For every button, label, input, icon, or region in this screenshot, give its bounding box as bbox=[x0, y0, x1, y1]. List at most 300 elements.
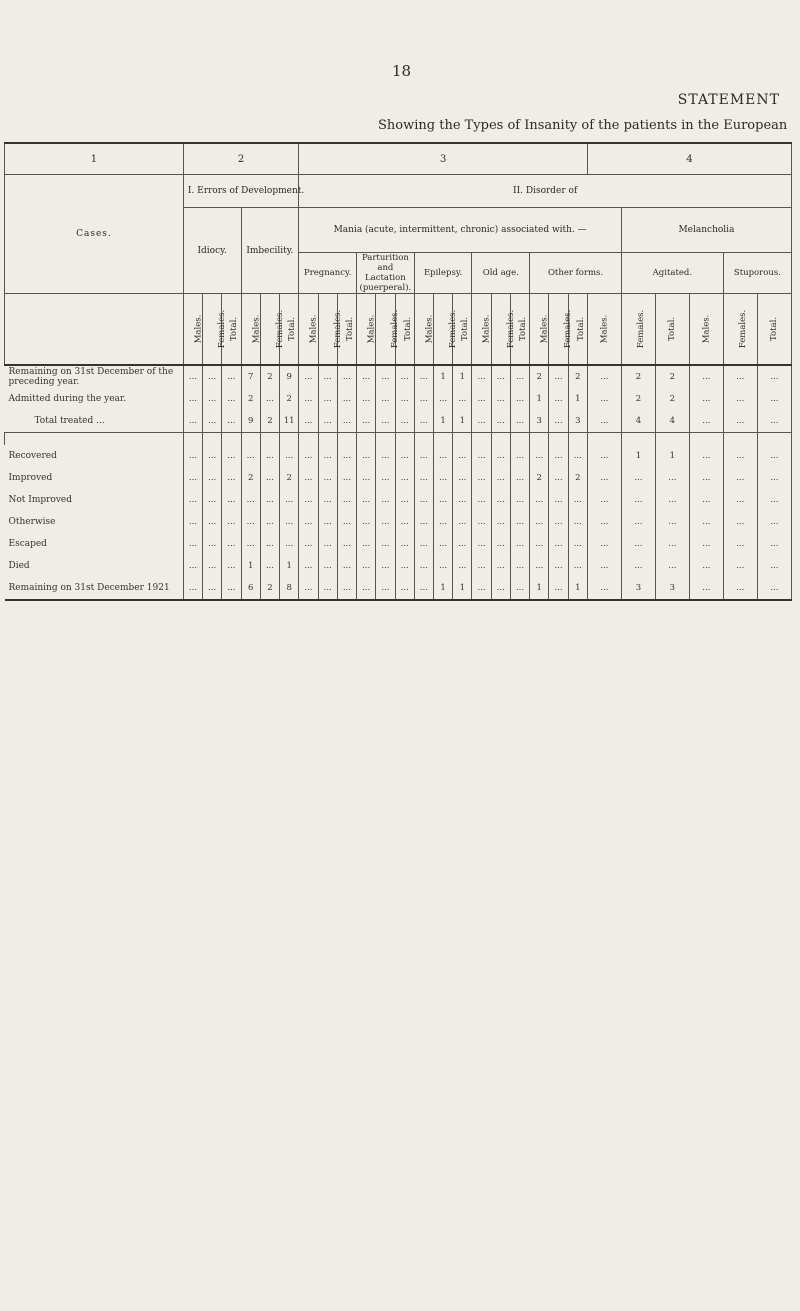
table-cell: 3 bbox=[530, 410, 549, 433]
table-cell: ... bbox=[689, 533, 723, 555]
table-cell: ... bbox=[376, 533, 395, 555]
table-cell: ... bbox=[203, 410, 222, 433]
table-cell: ... bbox=[357, 388, 376, 410]
table-cell: ... bbox=[414, 445, 433, 467]
table-cell: ... bbox=[568, 533, 587, 555]
table-cell: ... bbox=[472, 410, 491, 433]
table-cell: ... bbox=[299, 445, 318, 467]
table-cell: ... bbox=[376, 445, 395, 467]
table-cell: ... bbox=[414, 533, 433, 555]
column-number-4: 4 bbox=[587, 143, 791, 175]
table-cell: ... bbox=[395, 577, 414, 600]
males-header: Males. bbox=[689, 294, 723, 366]
table-cell: ... bbox=[723, 511, 757, 533]
table-cell: ... bbox=[203, 577, 222, 600]
table-cell: ... bbox=[280, 445, 299, 467]
table-cell: ... bbox=[376, 410, 395, 433]
table-cell: ... bbox=[299, 365, 318, 388]
melancholia-header: Melancholia bbox=[621, 208, 791, 253]
table-cell: ... bbox=[337, 555, 356, 577]
table-cell: ... bbox=[491, 445, 510, 467]
table-cell: ... bbox=[453, 533, 472, 555]
table-cell: 4 bbox=[655, 410, 689, 433]
table-cell: ... bbox=[723, 555, 757, 577]
table-cell: ... bbox=[222, 365, 241, 388]
table-cell: ... bbox=[491, 489, 510, 511]
males-header: Males. bbox=[472, 294, 491, 366]
females-header: Females. bbox=[549, 294, 568, 366]
table-cell: ... bbox=[318, 445, 337, 467]
table-cell: ... bbox=[472, 467, 491, 489]
table-cell: ... bbox=[203, 511, 222, 533]
disorder-header: II. Disorder of bbox=[299, 175, 792, 208]
table-cell: ... bbox=[357, 410, 376, 433]
table-cell: ... bbox=[757, 511, 791, 533]
table-cell: ... bbox=[689, 445, 723, 467]
recovered-row bbox=[5, 445, 792, 467]
spacer-row bbox=[5, 433, 792, 446]
table-cell: 7 bbox=[241, 365, 260, 388]
other-forms-header: Other forms. bbox=[530, 253, 622, 294]
table-cell: ... bbox=[757, 489, 791, 511]
table-cell: ... bbox=[587, 511, 621, 533]
row-label: Remaining on 31st December 1921 bbox=[5, 577, 184, 600]
table-cell: ... bbox=[318, 410, 337, 433]
table-cell: 1 bbox=[568, 577, 587, 600]
males-header: Males. bbox=[414, 294, 433, 366]
table-cell: ... bbox=[587, 365, 621, 388]
table-cell: ... bbox=[299, 388, 318, 410]
table-cell: ... bbox=[260, 489, 279, 511]
page-number: 18 bbox=[392, 62, 412, 80]
table-cell: ... bbox=[689, 577, 723, 600]
table-cell: ... bbox=[395, 555, 414, 577]
table-cell: ... bbox=[587, 467, 621, 489]
table-cell: ... bbox=[376, 555, 395, 577]
table-cell: ... bbox=[414, 410, 433, 433]
table-cell: ... bbox=[723, 388, 757, 410]
table-cell: ... bbox=[757, 577, 791, 600]
table-cell: ... bbox=[357, 467, 376, 489]
row-label: Total treated ... bbox=[5, 410, 184, 433]
table-cell: ... bbox=[376, 365, 395, 388]
total-header: Total. bbox=[280, 294, 299, 366]
table-body bbox=[5, 365, 792, 600]
table-cell: ... bbox=[587, 533, 621, 555]
table-cell: ... bbox=[203, 365, 222, 388]
females-header: Females. bbox=[203, 294, 222, 366]
table-cell: ... bbox=[203, 555, 222, 577]
table-cell: ... bbox=[757, 467, 791, 489]
table-cell: ... bbox=[655, 467, 689, 489]
table-cell: ... bbox=[433, 388, 452, 410]
table-cell: ... bbox=[453, 467, 472, 489]
table-cell: ... bbox=[568, 489, 587, 511]
table-cell: ... bbox=[655, 489, 689, 511]
total-header: Total. bbox=[757, 294, 791, 366]
males-header: Males. bbox=[587, 294, 621, 366]
page-subtitle: Showing the Types of Insanity of the patients in the European bbox=[378, 118, 788, 133]
table-cell: ... bbox=[183, 533, 202, 555]
table-cell: ... bbox=[510, 467, 529, 489]
table-cell: ... bbox=[433, 489, 452, 511]
table-cell: 2 bbox=[655, 365, 689, 388]
table-cell: ... bbox=[491, 467, 510, 489]
table-cell: ... bbox=[357, 533, 376, 555]
table-cell: 9 bbox=[280, 365, 299, 388]
table-cell: ... bbox=[472, 445, 491, 467]
table-cell: ... bbox=[689, 410, 723, 433]
total-treated-row bbox=[5, 410, 792, 433]
table-cell: ... bbox=[222, 555, 241, 577]
table-cell: ... bbox=[472, 489, 491, 511]
table-cell: ... bbox=[357, 445, 376, 467]
table-cell: ... bbox=[260, 533, 279, 555]
table-cell: ... bbox=[414, 467, 433, 489]
errors-of-development-header: I. Errors of Development. bbox=[183, 175, 298, 208]
table-cell: ... bbox=[280, 511, 299, 533]
table-cell: ... bbox=[203, 445, 222, 467]
table-cell: ... bbox=[723, 533, 757, 555]
table-cell: 4 bbox=[621, 410, 655, 433]
table-cell: ... bbox=[395, 511, 414, 533]
table-cell: ... bbox=[472, 533, 491, 555]
males-header: Males. bbox=[183, 294, 202, 366]
table-cell: ... bbox=[337, 365, 356, 388]
table-cell: ... bbox=[183, 467, 202, 489]
table-cell: ... bbox=[472, 365, 491, 388]
table-cell: 1 bbox=[433, 365, 452, 388]
stuporous-header: Stuporous. bbox=[723, 253, 791, 294]
table-cell: ... bbox=[414, 555, 433, 577]
table-cell: ... bbox=[318, 511, 337, 533]
table-cell: ... bbox=[549, 489, 568, 511]
table-cell: ... bbox=[689, 365, 723, 388]
not-improved-row bbox=[5, 489, 792, 511]
row-label: Escaped bbox=[5, 533, 184, 555]
table-cell: ... bbox=[655, 511, 689, 533]
males-header: Males. bbox=[530, 294, 549, 366]
table-cell: ... bbox=[222, 577, 241, 600]
table-cell: ... bbox=[587, 555, 621, 577]
table-cell: ... bbox=[183, 410, 202, 433]
table-cell: ... bbox=[183, 445, 202, 467]
table-cell: ... bbox=[491, 533, 510, 555]
table-cell: ... bbox=[723, 467, 757, 489]
table-cell: 2 bbox=[621, 365, 655, 388]
row-label: Recovered bbox=[5, 445, 184, 467]
table-cell: ... bbox=[621, 511, 655, 533]
table-cell: 2 bbox=[568, 365, 587, 388]
table-cell: 2 bbox=[530, 365, 549, 388]
table-cell: ... bbox=[549, 555, 568, 577]
table-cell: ... bbox=[337, 511, 356, 533]
table-cell: 2 bbox=[655, 388, 689, 410]
table-cell: ... bbox=[241, 445, 260, 467]
table-cell: ... bbox=[395, 445, 414, 467]
remaining-end-row bbox=[5, 577, 792, 600]
table-cell: ... bbox=[491, 410, 510, 433]
table-cell: ... bbox=[395, 365, 414, 388]
table-cell: ... bbox=[395, 489, 414, 511]
table-cell: ... bbox=[357, 577, 376, 600]
table-cell: 2 bbox=[241, 467, 260, 489]
pregnancy-header: Pregnancy. bbox=[299, 253, 357, 294]
table-cell: 6 bbox=[241, 577, 260, 600]
table-cell: ... bbox=[395, 467, 414, 489]
parturition-header: Parturition and Lactation (puerperal). bbox=[357, 253, 415, 294]
table-cell: ... bbox=[414, 365, 433, 388]
table-cell: ... bbox=[549, 445, 568, 467]
table-cell: ... bbox=[530, 555, 549, 577]
table-cell: 9 bbox=[241, 410, 260, 433]
table-cell: ... bbox=[414, 577, 433, 600]
table-cell: 1 bbox=[453, 577, 472, 600]
table-cell: ... bbox=[376, 577, 395, 600]
table-cell: ... bbox=[757, 445, 791, 467]
table-cell: ... bbox=[453, 511, 472, 533]
row-label: Otherwise bbox=[5, 511, 184, 533]
table-cell: 2 bbox=[260, 577, 279, 600]
row-label: Remaining on 31st December of the preceding year. bbox=[5, 365, 184, 388]
table-cell: ... bbox=[530, 489, 549, 511]
males-header: Males. bbox=[299, 294, 318, 366]
table-cell: ... bbox=[472, 555, 491, 577]
table-cell: 2 bbox=[280, 467, 299, 489]
table-cell: ... bbox=[357, 511, 376, 533]
table-cell: ... bbox=[655, 533, 689, 555]
table-cell: ... bbox=[337, 388, 356, 410]
females-header: Females. bbox=[491, 294, 510, 366]
table-cell: ... bbox=[183, 577, 202, 600]
table-cell: ... bbox=[318, 388, 337, 410]
females-header: Females. bbox=[318, 294, 337, 366]
table-cell: 1 bbox=[568, 388, 587, 410]
table-cell: ... bbox=[510, 533, 529, 555]
table-cell: 1 bbox=[241, 555, 260, 577]
table-cell: ... bbox=[433, 445, 452, 467]
table-cell: ... bbox=[723, 445, 757, 467]
table-cell: ... bbox=[587, 577, 621, 600]
table-cell: ... bbox=[222, 467, 241, 489]
table-cell: ... bbox=[568, 511, 587, 533]
table-cell: ... bbox=[318, 555, 337, 577]
table-cell: 1 bbox=[433, 410, 452, 433]
table-cell: ... bbox=[395, 388, 414, 410]
table-cell: ... bbox=[260, 555, 279, 577]
table-cell: ... bbox=[241, 489, 260, 511]
table-cell: ... bbox=[530, 511, 549, 533]
table-cell: ... bbox=[203, 467, 222, 489]
table-cell: ... bbox=[299, 489, 318, 511]
table-cell: ... bbox=[689, 489, 723, 511]
table-cell: ... bbox=[222, 410, 241, 433]
females-header: Females. bbox=[433, 294, 452, 366]
row-label: Improved bbox=[5, 467, 184, 489]
table-cell: ... bbox=[433, 467, 452, 489]
table-cell: ... bbox=[318, 533, 337, 555]
table-cell: ... bbox=[568, 555, 587, 577]
table-cell: ... bbox=[491, 511, 510, 533]
page-title: STATEMENT bbox=[677, 92, 780, 108]
table-cell: ... bbox=[568, 445, 587, 467]
table-cell: ... bbox=[183, 555, 202, 577]
mania-header: Mania (acute, intermittent, chronic) associated with. — bbox=[299, 208, 622, 253]
table-cell: 3 bbox=[655, 577, 689, 600]
table-cell: ... bbox=[689, 388, 723, 410]
total-header: Total. bbox=[655, 294, 689, 366]
table-cell: ... bbox=[587, 445, 621, 467]
column-number-2: 2 bbox=[183, 143, 298, 175]
total-header: Total. bbox=[568, 294, 587, 366]
table-cell: ... bbox=[318, 577, 337, 600]
table-cell: ... bbox=[183, 511, 202, 533]
table-cell: ... bbox=[376, 511, 395, 533]
table-cell: ... bbox=[183, 489, 202, 511]
table-cell: ... bbox=[621, 555, 655, 577]
table-cell: ... bbox=[299, 555, 318, 577]
table-cell: ... bbox=[510, 388, 529, 410]
table-cell: ... bbox=[337, 489, 356, 511]
table-cell: 1 bbox=[530, 577, 549, 600]
table-cell: ... bbox=[318, 467, 337, 489]
imbecility-header: Imbecility. bbox=[241, 208, 299, 294]
table-cell: ... bbox=[203, 388, 222, 410]
table-cell: ... bbox=[510, 489, 529, 511]
table-cell: ... bbox=[318, 489, 337, 511]
table-cell: 2 bbox=[280, 388, 299, 410]
table-cell: ... bbox=[414, 511, 433, 533]
table-cell: ... bbox=[280, 533, 299, 555]
table-cell: ... bbox=[376, 489, 395, 511]
table-cell: ... bbox=[472, 511, 491, 533]
table-cell: 2 bbox=[530, 467, 549, 489]
table-cell: 1 bbox=[530, 388, 549, 410]
table-cell: ... bbox=[510, 555, 529, 577]
table-cell: ... bbox=[530, 533, 549, 555]
table-cell: ... bbox=[299, 511, 318, 533]
table-cell: ... bbox=[723, 577, 757, 600]
table-cell: ... bbox=[621, 533, 655, 555]
table-cell: ... bbox=[433, 533, 452, 555]
remaining-start-row bbox=[5, 365, 792, 388]
table-cell: ... bbox=[433, 511, 452, 533]
table-cell: ... bbox=[453, 555, 472, 577]
table-cell: ... bbox=[241, 533, 260, 555]
table-cell: 1 bbox=[453, 410, 472, 433]
table-cell: ... bbox=[757, 365, 791, 388]
females-header: Females. bbox=[260, 294, 279, 366]
table-cell: ... bbox=[299, 467, 318, 489]
idiocy-header: Idiocy. bbox=[183, 208, 241, 294]
cases-header: Cases. bbox=[5, 175, 184, 294]
sex-header-row bbox=[5, 294, 792, 366]
epilepsy-header: Epilepsy. bbox=[414, 253, 472, 294]
table-cell: ... bbox=[299, 410, 318, 433]
table-cell: ... bbox=[723, 489, 757, 511]
table-cell: ... bbox=[222, 511, 241, 533]
total-header: Total. bbox=[222, 294, 241, 366]
table-cell: ... bbox=[222, 445, 241, 467]
table-cell: ... bbox=[453, 489, 472, 511]
table-cell: ... bbox=[549, 511, 568, 533]
males-header: Males. bbox=[357, 294, 376, 366]
table-cell: 1 bbox=[621, 445, 655, 467]
table-cell: ... bbox=[222, 388, 241, 410]
females-header: Females. bbox=[723, 294, 757, 366]
table-cell: ... bbox=[549, 577, 568, 600]
old-age-header: Old age. bbox=[472, 253, 530, 294]
table-cell: ... bbox=[689, 511, 723, 533]
table-cell: 2 bbox=[260, 365, 279, 388]
table-cell: 1 bbox=[280, 555, 299, 577]
table-cell: ... bbox=[491, 555, 510, 577]
table-cell: ... bbox=[587, 410, 621, 433]
table-cell: 3 bbox=[621, 577, 655, 600]
table-cell: ... bbox=[587, 388, 621, 410]
table-cell: ... bbox=[549, 365, 568, 388]
table-cell: ... bbox=[472, 577, 491, 600]
table-cell: ... bbox=[222, 489, 241, 511]
table-cell: ... bbox=[318, 365, 337, 388]
table-cell: ... bbox=[337, 467, 356, 489]
table-cell: 1 bbox=[433, 577, 452, 600]
escaped-row bbox=[5, 533, 792, 555]
table-cell: ... bbox=[510, 410, 529, 433]
table-cell: ... bbox=[337, 533, 356, 555]
table-cell: ... bbox=[433, 555, 452, 577]
table-cell: ... bbox=[757, 555, 791, 577]
insanity-types-table bbox=[4, 142, 792, 601]
column-number-3: 3 bbox=[299, 143, 588, 175]
table-cell: ... bbox=[723, 365, 757, 388]
table-cell: ... bbox=[337, 577, 356, 600]
table-cell: ... bbox=[299, 533, 318, 555]
table-cell: 1 bbox=[655, 445, 689, 467]
table-cell: ... bbox=[376, 388, 395, 410]
table-cell: ... bbox=[260, 445, 279, 467]
table-cell: ... bbox=[395, 410, 414, 433]
table-cell: ... bbox=[510, 511, 529, 533]
table-cell: ... bbox=[621, 489, 655, 511]
table-cell: ... bbox=[757, 388, 791, 410]
total-header: Total. bbox=[337, 294, 356, 366]
column-number-1: 1 bbox=[5, 143, 184, 175]
table-cell: 2 bbox=[621, 388, 655, 410]
table-cell: 2 bbox=[568, 467, 587, 489]
total-header: Total. bbox=[395, 294, 414, 366]
table-cell: ... bbox=[549, 533, 568, 555]
table-cell: 11 bbox=[280, 410, 299, 433]
table-cell: ... bbox=[299, 577, 318, 600]
table-cell: ... bbox=[655, 555, 689, 577]
table-cell: ... bbox=[260, 467, 279, 489]
total-header: Total. bbox=[453, 294, 472, 366]
otherwise-row bbox=[5, 511, 792, 533]
table-cell: ... bbox=[260, 511, 279, 533]
table-cell: ... bbox=[183, 365, 202, 388]
table-cell: ... bbox=[549, 410, 568, 433]
table-cell: ... bbox=[203, 533, 222, 555]
table-cell: ... bbox=[510, 365, 529, 388]
table-cell: ... bbox=[453, 445, 472, 467]
table-cell: ... bbox=[621, 467, 655, 489]
improved-row bbox=[5, 467, 792, 489]
table-cell: 3 bbox=[568, 410, 587, 433]
females-header: Females. bbox=[621, 294, 655, 366]
table-cell: 2 bbox=[260, 410, 279, 433]
table-cell: ... bbox=[549, 467, 568, 489]
